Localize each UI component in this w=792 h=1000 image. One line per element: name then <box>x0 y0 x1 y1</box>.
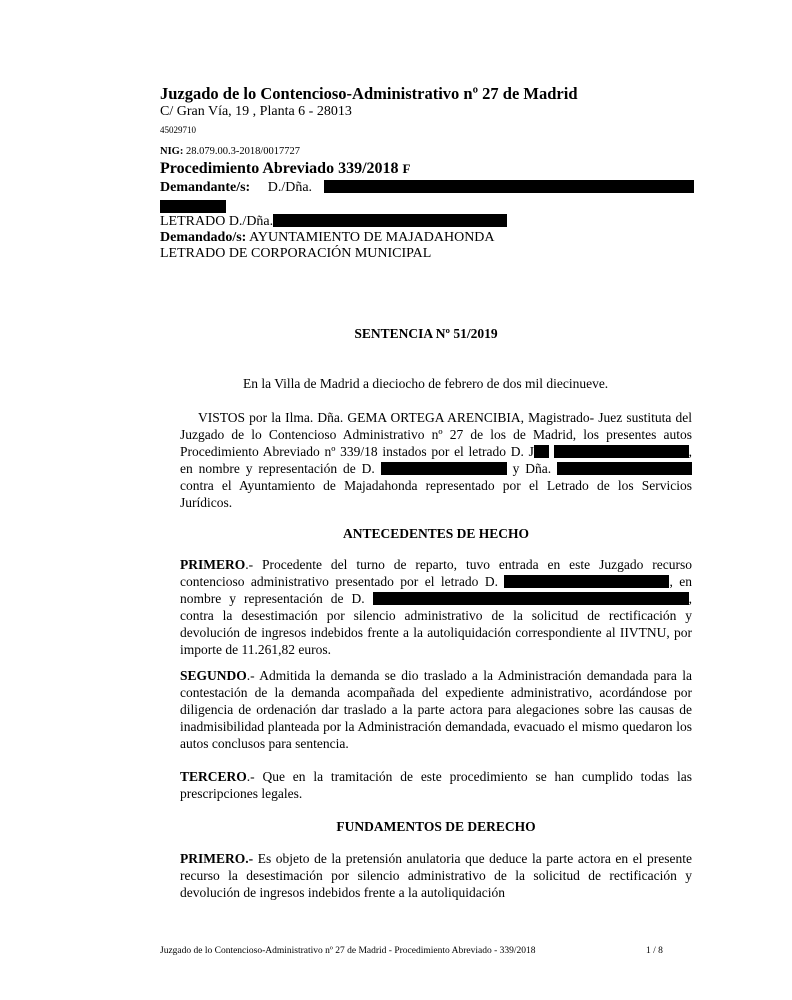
antecedentes-primero <box>180 556 692 658</box>
court-code: 45029710 <box>160 125 196 135</box>
sentence-title: SENTENCIA Nº 51/2019 <box>354 326 498 341</box>
vistos-text-4: contra el Ayuntamiento de Majadahonda representado por el Letrado de los Servicios Jurídicos. <box>180 478 692 510</box>
date-line: En la Villa de Madrid a dieciocho de febrero de dos mil diecinueve. <box>243 376 609 391</box>
redaction <box>160 200 226 213</box>
redaction <box>381 462 507 475</box>
fundamentos-primero <box>180 850 692 901</box>
defendant-lawyer: LETRADO DE CORPORACIÓN MUNICIPAL <box>160 246 432 261</box>
plaintiff-line <box>160 180 694 196</box>
redaction <box>273 214 507 227</box>
vistos-text-3: y Dña. <box>512 461 552 476</box>
primero-text-b: , en nombre y representación de D. <box>180 574 693 606</box>
fundamentos-primero-label: PRIMERO.- <box>180 851 254 866</box>
lawyer-prefix: LETRADO D./Dña. <box>160 214 274 229</box>
footer-text: Juzgado de lo Contencioso-Administrativo nº 27 de Madrid - Procedimiento Abreviado - 339/2018 <box>160 946 536 956</box>
defendant-value: AYUNTAMIENTO DE MAJADAHONDA <box>249 230 495 245</box>
primero-text-c: , contra la desestimación por silencio administrativo de la solicitud de rectificación y devolución de ingresos indebidos frente a la autoliquidación correspondiente al IIVTNU, por importe de 11.261,82 euros. <box>180 591 693 657</box>
redaction <box>373 592 689 605</box>
tercero-text: .- Que en la tramitación de este procedimiento se han cumplido todas las prescripciones legales. <box>180 769 692 801</box>
nig-label: NIG: <box>160 146 184 157</box>
vistos-paragraph <box>180 409 692 511</box>
defendant-label: Demandado/s: <box>160 230 247 245</box>
redaction <box>557 462 692 475</box>
segundo-text: .- Admitida la demanda se dio traslado a la Administración demandada para la contestación de la demanda acompañada del expediente administrativo, acordándose por diligencia de ordenación dar traslado a la parte actora para alegaciones sobre las causas de inadmisibilidad planteada por la Administración demandada, evacuado el mismo quedaron los autos conclusos para sentencia. <box>180 668 692 751</box>
fundamentos-primero-text: Es objeto de la pretensión anulatoria que deduce la parte actora en el presente recurso la desestimación por silencio administrativo de la solicitud de rectificación y devolución de ingresos indebidos frente a la autoliquidación <box>180 851 692 900</box>
redaction <box>324 180 694 193</box>
defendant-line <box>160 230 495 246</box>
lawyer-line <box>160 214 507 230</box>
plaintiff-label: Demandante/s: <box>160 180 251 195</box>
court-name: Juzgado de lo Contencioso-Administrativo nº 27 de Madrid <box>160 84 578 103</box>
vistos-text-1: VISTOS por la Ilma. Dña. GEMA ORTEGA ARENCIBIA, Magistrado- Juez sustituta del Juzgado de lo Contencioso Administrativo nº 27 de los de Madrid, los presentes autos Procedimiento Abreviado nº 339/18 instados por el letrado D. J <box>180 410 692 459</box>
antecedentes-tercero <box>180 768 692 802</box>
primero-label: PRIMERO <box>180 557 246 572</box>
antecedentes-segundo <box>180 667 692 752</box>
segundo-label: SEGUNDO <box>180 668 247 683</box>
plaintiff-prefix: D./Dña. <box>267 180 313 195</box>
procedure-number: Procedimiento Abreviado 339/2018 <box>160 160 399 177</box>
nig-value: 28.079.00.3-2018/0017727 <box>185 146 301 157</box>
nig-line <box>160 146 300 157</box>
procedure-title <box>160 160 410 178</box>
redaction <box>504 575 669 588</box>
primero-text-a: .- Procedente del turno de reparto, tuvo entrada en este Juzgado recurso contencioso administrativo presentado por el letrado D. <box>180 557 692 589</box>
court-address: C/ Gran Vía, 19 , Planta 6 - 28013 <box>160 104 352 119</box>
page-number: 1 / 8 <box>646 946 663 956</box>
antecedentes-heading: ANTECEDENTES DE HECHO <box>342 526 530 541</box>
procedure-suffix: F <box>402 161 411 176</box>
fundamentos-heading: FUNDAMENTOS DE DERECHO <box>336 819 536 834</box>
redaction <box>534 445 549 458</box>
redaction <box>554 445 689 458</box>
tercero-label: TERCERO <box>180 769 247 784</box>
vistos-text-2: , en nombre y representación de D. <box>180 444 692 476</box>
